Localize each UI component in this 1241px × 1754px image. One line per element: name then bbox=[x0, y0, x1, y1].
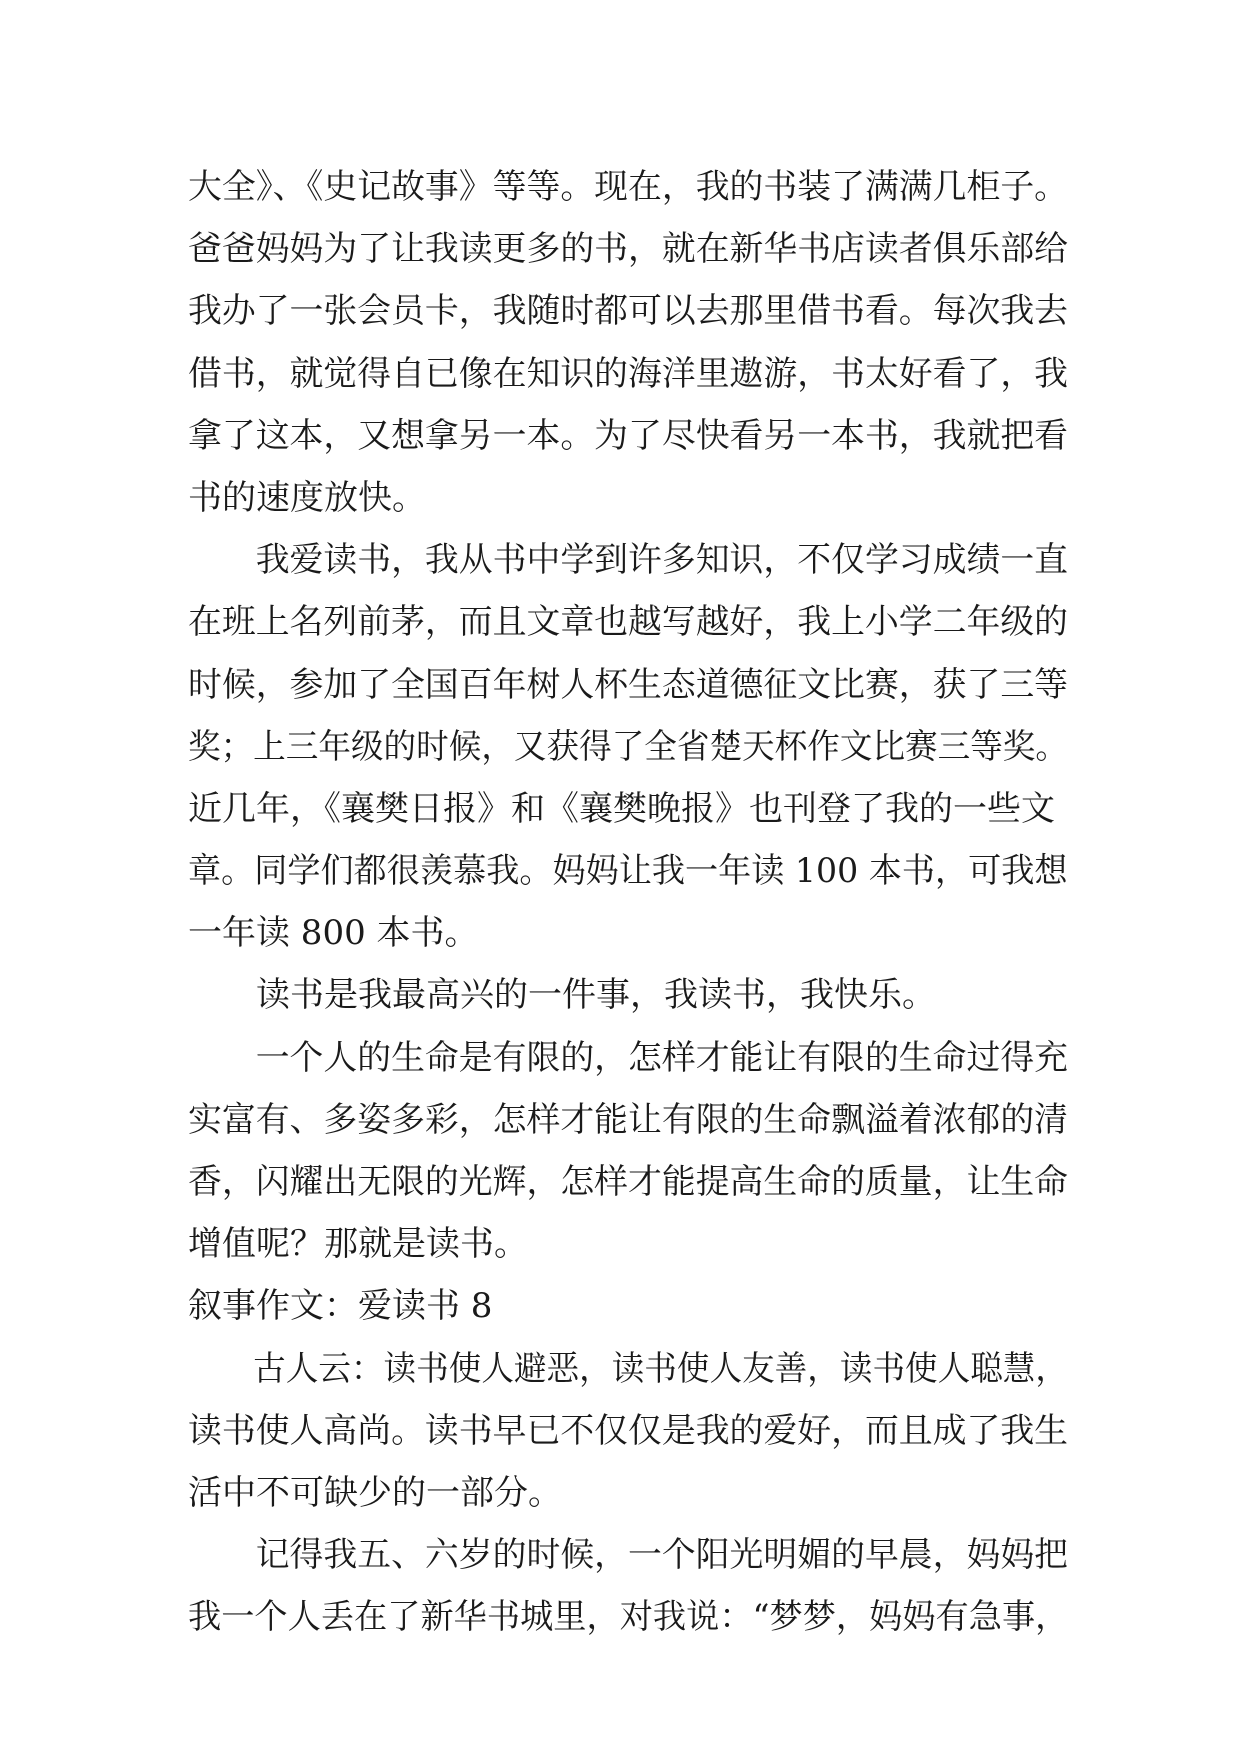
text-line: 近几年，《襄樊日报》和《襄樊晚报》也刊登了我的一些文 bbox=[188, 788, 1055, 829]
document-body bbox=[188, 156, 1068, 1649]
text-line: 章。同学们都很羡慕我。妈妈让我一年读 100 本书，可我想 bbox=[188, 851, 1068, 892]
text-line: 一个人的生命是有限的，怎样才能让有限的生命过得充 bbox=[255, 1037, 1069, 1078]
text-line: 记得我五、六岁的时候，一个阳光明媚的早晨，妈妈把 bbox=[255, 1535, 1069, 1576]
text-line: 读书使人高尚。读书早已不仅仅是我的爱好，而且成了我生 bbox=[188, 1410, 1069, 1451]
text-line: 大全》、《史记故事》等等。现在，我的书装了满满几柜子。 bbox=[188, 167, 1069, 207]
text-line: 书的速度放快。 bbox=[188, 477, 426, 518]
text-line: 拿了这本，又想拿另一本。为了尽快看另一本书，我就把看 bbox=[188, 415, 1069, 456]
text-line: 古人云：读书使人避恶，读书使人友善，读书使人聪慧， bbox=[253, 1348, 1068, 1389]
text-line: 叙事作文：爱读书 8 bbox=[188, 1286, 493, 1327]
text-line: 时候，参加了全国百年树人杯生态道德征文比赛，获了三等 bbox=[188, 664, 1069, 705]
text-line: 我一个人丢在了新华书城里，对我说：“梦梦，妈妈有急事， bbox=[188, 1597, 1069, 1638]
text-line: 读书是我最高兴的一件事，我读书，我快乐。 bbox=[256, 975, 936, 1016]
text-line: 香，闪耀出无限的光辉，怎样才能提高生命的质量，让生命 bbox=[188, 1162, 1069, 1202]
text-line: 奖；上三年级的时候，又获得了全省楚天杯作文比赛三等奖。 bbox=[188, 726, 1068, 767]
text-line: 活中不可缺少的一部分。 bbox=[188, 1472, 562, 1513]
text-line: 我办了一张会员卡，我随时都可以去那里借书看。每次我去 bbox=[188, 291, 1069, 332]
text-line: 增值呢？那就是读书。 bbox=[188, 1224, 528, 1265]
text-line: 借书，就觉得自已像在知识的海洋里遨游，书太好看了，我 bbox=[188, 353, 1069, 394]
text-line: 爸爸妈妈为了让我读更多的书，就在新华书店读者俱乐部给 bbox=[188, 229, 1069, 270]
text-line: 在班上名列前茅，而且文章也越写越好，我上小学二年级的 bbox=[188, 602, 1069, 643]
text-line: 我爱读书，我从书中学到许多知识，不仅学习成绩一直 bbox=[255, 540, 1069, 581]
text-line: 一年读 800 本书。 bbox=[188, 913, 479, 954]
text-line: 实富有、多姿多彩，怎样才能让有限的生命飘溢着浓郁的清 bbox=[188, 1099, 1069, 1140]
